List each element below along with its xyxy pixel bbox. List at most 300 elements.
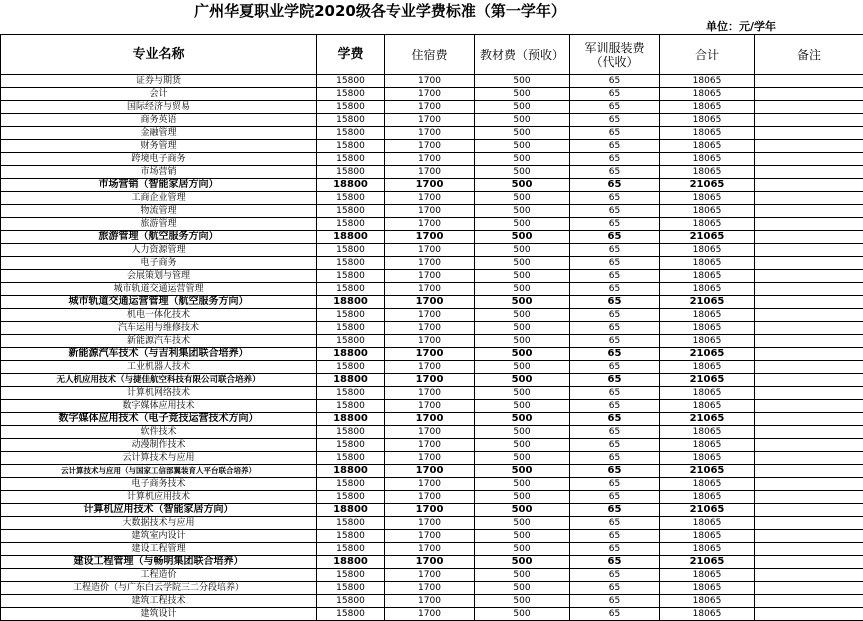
cell-tuition[interactable]: 15800 (317, 595, 385, 608)
cell-major[interactable]: 云计算技术与应用（与国家工信部翼装育人平台联合培养） (1, 465, 317, 478)
cell-dorm[interactable]: 1700 (385, 101, 475, 114)
cell-dorm[interactable]: 1700 (385, 114, 475, 127)
cell-total[interactable]: 18065 (660, 257, 755, 270)
cell-total[interactable]: 18065 (660, 426, 755, 439)
cell-tuition[interactable]: 15800 (317, 244, 385, 257)
cell-tuition[interactable]: 15800 (317, 192, 385, 205)
cell-books[interactable]: 500 (475, 166, 570, 179)
cell-books[interactable]: 500 (475, 140, 570, 153)
header-note[interactable]: 备注 (755, 35, 863, 75)
cell-tuition[interactable]: 18800 (317, 348, 385, 361)
cell-major[interactable]: 计算机网络技术 (1, 387, 317, 400)
cell-total[interactable]: 18065 (660, 400, 755, 413)
cell-tuition[interactable]: 15800 (317, 530, 385, 543)
cell-uniform[interactable]: 65 (570, 426, 660, 439)
cell-total[interactable]: 18065 (660, 127, 755, 140)
cell-books[interactable]: 500 (475, 231, 570, 244)
cell-books[interactable]: 500 (475, 504, 570, 517)
cell-tuition[interactable]: 15800 (317, 569, 385, 582)
cell-dorm[interactable]: 1700 (385, 543, 475, 556)
cell-major[interactable]: 人力资源管理 (1, 244, 317, 257)
cell-dorm[interactable]: 1700 (385, 231, 475, 244)
cell-note[interactable] (755, 374, 863, 387)
cell-tuition[interactable]: 15800 (317, 543, 385, 556)
cell-note[interactable] (755, 387, 863, 400)
cell-tuition[interactable]: 15800 (317, 387, 385, 400)
cell-uniform[interactable]: 65 (570, 322, 660, 335)
cell-major[interactable]: 工商企业管理 (1, 192, 317, 205)
cell-note[interactable] (755, 452, 863, 465)
cell-major[interactable]: 电子商务技术 (1, 478, 317, 491)
cell-tuition[interactable]: 15800 (317, 426, 385, 439)
cell-total[interactable]: 18065 (660, 114, 755, 127)
cell-dorm[interactable]: 1700 (385, 166, 475, 179)
cell-dorm[interactable]: 1700 (385, 140, 475, 153)
cell-uniform[interactable]: 65 (570, 608, 660, 621)
cell-tuition[interactable]: 15800 (317, 582, 385, 595)
cell-major[interactable]: 云计算技术与应用 (1, 452, 317, 465)
cell-major[interactable]: 数字媒体应用技术（电子竞技运营技术方向） (1, 413, 317, 426)
cell-note[interactable] (755, 140, 863, 153)
cell-tuition[interactable]: 15800 (317, 400, 385, 413)
cell-dorm[interactable]: 1700 (385, 582, 475, 595)
cell-major[interactable]: 建设工程管理（与畅明集团联合培养） (1, 556, 317, 569)
cell-books[interactable]: 500 (475, 244, 570, 257)
cell-books[interactable]: 500 (475, 179, 570, 192)
cell-tuition[interactable]: 15800 (317, 361, 385, 374)
cell-uniform[interactable]: 65 (570, 543, 660, 556)
cell-total[interactable]: 18065 (660, 517, 755, 530)
cell-dorm[interactable]: 1700 (385, 530, 475, 543)
cell-dorm[interactable]: 1700 (385, 387, 475, 400)
cell-total[interactable]: 18065 (660, 452, 755, 465)
cell-tuition[interactable]: 15800 (317, 75, 385, 88)
cell-tuition[interactable]: 15800 (317, 218, 385, 231)
cell-dorm[interactable]: 1700 (385, 75, 475, 88)
cell-tuition[interactable]: 18800 (317, 465, 385, 478)
cell-uniform[interactable]: 65 (570, 387, 660, 400)
cell-total[interactable]: 18065 (660, 166, 755, 179)
cell-note[interactable] (755, 218, 863, 231)
cell-uniform[interactable]: 65 (570, 153, 660, 166)
cell-note[interactable] (755, 582, 863, 595)
cell-note[interactable] (755, 296, 863, 309)
cell-dorm[interactable]: 1700 (385, 569, 475, 582)
cell-uniform[interactable]: 65 (570, 517, 660, 530)
cell-books[interactable]: 500 (475, 257, 570, 270)
cell-books[interactable]: 500 (475, 439, 570, 452)
cell-total[interactable]: 21065 (660, 231, 755, 244)
cell-tuition[interactable]: 15800 (317, 478, 385, 491)
cell-major[interactable]: 大数据技术与应用 (1, 517, 317, 530)
cell-total[interactable]: 18065 (660, 192, 755, 205)
cell-major[interactable]: 工程造价 (1, 569, 317, 582)
cell-books[interactable]: 500 (475, 426, 570, 439)
cell-books[interactable]: 500 (475, 114, 570, 127)
cell-dorm[interactable]: 1700 (385, 426, 475, 439)
cell-dorm[interactable]: 1700 (385, 465, 475, 478)
header-tuition[interactable]: 学费 (317, 35, 385, 75)
cell-uniform[interactable]: 65 (570, 465, 660, 478)
cell-uniform[interactable]: 65 (570, 127, 660, 140)
cell-total[interactable]: 18065 (660, 361, 755, 374)
cell-tuition[interactable]: 18800 (317, 296, 385, 309)
cell-books[interactable]: 500 (475, 335, 570, 348)
cell-major[interactable]: 软件技术 (1, 426, 317, 439)
cell-dorm[interactable]: 1700 (385, 556, 475, 569)
cell-tuition[interactable]: 15800 (317, 114, 385, 127)
header-total[interactable]: 合计 (660, 35, 755, 75)
cell-tuition[interactable]: 15800 (317, 491, 385, 504)
cell-uniform[interactable]: 65 (570, 309, 660, 322)
cell-major[interactable]: 旅游管理（航空服务方向） (1, 231, 317, 244)
cell-uniform[interactable]: 65 (570, 270, 660, 283)
cell-note[interactable] (755, 543, 863, 556)
cell-books[interactable]: 500 (475, 322, 570, 335)
cell-note[interactable] (755, 101, 863, 114)
cell-note[interactable] (755, 309, 863, 322)
cell-tuition[interactable]: 15800 (317, 283, 385, 296)
cell-uniform[interactable]: 65 (570, 504, 660, 517)
cell-dorm[interactable]: 1700 (385, 608, 475, 621)
cell-books[interactable]: 500 (475, 413, 570, 426)
cell-uniform[interactable]: 65 (570, 296, 660, 309)
cell-books[interactable]: 500 (475, 153, 570, 166)
cell-total[interactable]: 18065 (660, 88, 755, 101)
cell-dorm[interactable]: 1700 (385, 257, 475, 270)
cell-major[interactable]: 跨境电子商务 (1, 153, 317, 166)
cell-major[interactable]: 汽车运用与维修技术 (1, 322, 317, 335)
cell-major[interactable]: 建筑工程技术 (1, 595, 317, 608)
cell-note[interactable] (755, 400, 863, 413)
cell-books[interactable]: 500 (475, 556, 570, 569)
cell-tuition[interactable]: 15800 (317, 257, 385, 270)
cell-books[interactable]: 500 (475, 127, 570, 140)
cell-uniform[interactable]: 65 (570, 140, 660, 153)
cell-major[interactable]: 新能源汽车技术（与吉利集团联合培养） (1, 348, 317, 361)
cell-total[interactable]: 18065 (660, 205, 755, 218)
cell-tuition[interactable]: 18800 (317, 556, 385, 569)
cell-uniform[interactable]: 65 (570, 75, 660, 88)
cell-uniform[interactable]: 65 (570, 413, 660, 426)
cell-dorm[interactable]: 1700 (385, 348, 475, 361)
cell-uniform[interactable]: 65 (570, 400, 660, 413)
cell-total[interactable]: 18065 (660, 387, 755, 400)
cell-major[interactable]: 旅游管理 (1, 218, 317, 231)
cell-tuition[interactable]: 15800 (317, 309, 385, 322)
cell-uniform[interactable]: 65 (570, 582, 660, 595)
cell-major[interactable]: 数字媒体应用技术 (1, 400, 317, 413)
cell-note[interactable] (755, 127, 863, 140)
cell-note[interactable] (755, 114, 863, 127)
cell-major[interactable]: 财务管理 (1, 140, 317, 153)
cell-books[interactable]: 500 (475, 283, 570, 296)
cell-total[interactable]: 18065 (660, 569, 755, 582)
cell-note[interactable] (755, 335, 863, 348)
cell-dorm[interactable]: 1700 (385, 322, 475, 335)
cell-major[interactable]: 机电一体化技术 (1, 309, 317, 322)
cell-note[interactable] (755, 491, 863, 504)
cell-note[interactable] (755, 153, 863, 166)
cell-uniform[interactable]: 65 (570, 452, 660, 465)
cell-total[interactable]: 18065 (660, 582, 755, 595)
cell-dorm[interactable]: 1700 (385, 491, 475, 504)
cell-major[interactable]: 国际经济与贸易 (1, 101, 317, 114)
cell-major[interactable]: 商务英语 (1, 114, 317, 127)
cell-total[interactable]: 18065 (660, 543, 755, 556)
cell-total[interactable]: 18065 (660, 439, 755, 452)
cell-books[interactable]: 500 (475, 101, 570, 114)
cell-books[interactable]: 500 (475, 218, 570, 231)
cell-uniform[interactable]: 65 (570, 166, 660, 179)
cell-uniform[interactable]: 65 (570, 205, 660, 218)
cell-books[interactable]: 500 (475, 348, 570, 361)
cell-dorm[interactable]: 1700 (385, 205, 475, 218)
cell-dorm[interactable]: 1700 (385, 504, 475, 517)
cell-major[interactable]: 工程造价（与广东白云学院三二分段培养） (1, 582, 317, 595)
cell-total[interactable]: 18065 (660, 75, 755, 88)
cell-dorm[interactable]: 1700 (385, 283, 475, 296)
cell-major[interactable]: 城市轨道交通运营管理 (1, 283, 317, 296)
cell-tuition[interactable]: 15800 (317, 517, 385, 530)
cell-books[interactable]: 500 (475, 543, 570, 556)
cell-major[interactable]: 市场营销（智能家居方向） (1, 179, 317, 192)
cell-tuition[interactable]: 15800 (317, 205, 385, 218)
cell-uniform[interactable]: 65 (570, 179, 660, 192)
cell-note[interactable] (755, 361, 863, 374)
cell-major[interactable]: 会展策划与管理 (1, 270, 317, 283)
cell-major[interactable]: 金融管理 (1, 127, 317, 140)
cell-books[interactable]: 500 (475, 296, 570, 309)
cell-books[interactable]: 500 (475, 582, 570, 595)
cell-note[interactable] (755, 530, 863, 543)
cell-dorm[interactable]: 1700 (385, 595, 475, 608)
cell-books[interactable]: 500 (475, 465, 570, 478)
cell-dorm[interactable]: 1700 (385, 517, 475, 530)
cell-major[interactable]: 建筑室内设计 (1, 530, 317, 543)
cell-major[interactable]: 物流管理 (1, 205, 317, 218)
cell-dorm[interactable]: 1700 (385, 452, 475, 465)
cell-books[interactable]: 500 (475, 192, 570, 205)
cell-major[interactable]: 新能源汽车技术 (1, 335, 317, 348)
cell-tuition[interactable]: 15800 (317, 322, 385, 335)
cell-major[interactable]: 工业机器人技术 (1, 361, 317, 374)
cell-uniform[interactable]: 65 (570, 335, 660, 348)
cell-note[interactable] (755, 439, 863, 452)
cell-major[interactable]: 证券与期货 (1, 75, 317, 88)
cell-tuition[interactable]: 15800 (317, 101, 385, 114)
cell-tuition[interactable]: 18800 (317, 504, 385, 517)
cell-dorm[interactable]: 1700 (385, 400, 475, 413)
cell-note[interactable] (755, 426, 863, 439)
cell-books[interactable]: 500 (475, 374, 570, 387)
cell-dorm[interactable]: 1700 (385, 374, 475, 387)
cell-dorm[interactable]: 1700 (385, 439, 475, 452)
cell-uniform[interactable]: 65 (570, 556, 660, 569)
cell-dorm[interactable]: 1700 (385, 218, 475, 231)
cell-total[interactable]: 21065 (660, 504, 755, 517)
cell-total[interactable]: 18065 (660, 530, 755, 543)
cell-major[interactable]: 会计 (1, 88, 317, 101)
cell-dorm[interactable]: 1700 (385, 361, 475, 374)
cell-dorm[interactable]: 1700 (385, 270, 475, 283)
cell-dorm[interactable]: 1700 (385, 192, 475, 205)
cell-tuition[interactable]: 15800 (317, 153, 385, 166)
cell-dorm[interactable]: 1700 (385, 244, 475, 257)
cell-note[interactable] (755, 608, 863, 621)
cell-tuition[interactable]: 18800 (317, 179, 385, 192)
cell-uniform[interactable]: 65 (570, 218, 660, 231)
cell-books[interactable]: 500 (475, 387, 570, 400)
cell-tuition[interactable]: 18800 (317, 413, 385, 426)
cell-tuition[interactable]: 15800 (317, 270, 385, 283)
cell-total[interactable]: 18065 (660, 491, 755, 504)
cell-total[interactable]: 21065 (660, 296, 755, 309)
cell-uniform[interactable]: 65 (570, 283, 660, 296)
cell-major[interactable]: 计算机应用技术 (1, 491, 317, 504)
cell-uniform[interactable]: 65 (570, 374, 660, 387)
cell-note[interactable] (755, 205, 863, 218)
cell-total[interactable]: 18065 (660, 218, 755, 231)
cell-note[interactable] (755, 75, 863, 88)
cell-uniform[interactable]: 65 (570, 439, 660, 452)
cell-books[interactable]: 500 (475, 309, 570, 322)
cell-dorm[interactable]: 1700 (385, 127, 475, 140)
cell-note[interactable] (755, 283, 863, 296)
cell-uniform[interactable]: 65 (570, 101, 660, 114)
cell-books[interactable]: 500 (475, 400, 570, 413)
cell-total[interactable]: 18065 (660, 322, 755, 335)
cell-books[interactable]: 500 (475, 88, 570, 101)
cell-total[interactable]: 18065 (660, 270, 755, 283)
cell-uniform[interactable]: 65 (570, 595, 660, 608)
cell-note[interactable] (755, 413, 863, 426)
cell-note[interactable] (755, 569, 863, 582)
cell-major[interactable]: 计算机应用技术（智能家居方向） (1, 504, 317, 517)
cell-books[interactable]: 500 (475, 530, 570, 543)
cell-major[interactable]: 无人机应用技术（与捷佳航空科技有限公司联合培养） (1, 374, 317, 387)
cell-books[interactable]: 500 (475, 270, 570, 283)
cell-note[interactable] (755, 192, 863, 205)
cell-total[interactable]: 21065 (660, 179, 755, 192)
cell-books[interactable]: 500 (475, 75, 570, 88)
cell-note[interactable] (755, 270, 863, 283)
cell-major[interactable]: 市场营销 (1, 166, 317, 179)
cell-dorm[interactable]: 1700 (385, 296, 475, 309)
cell-tuition[interactable]: 15800 (317, 140, 385, 153)
header-major[interactable]: 专业名称 (1, 35, 317, 75)
cell-uniform[interactable]: 65 (570, 478, 660, 491)
cell-total[interactable]: 18065 (660, 283, 755, 296)
cell-books[interactable]: 500 (475, 205, 570, 218)
cell-major[interactable]: 建设工程管理 (1, 543, 317, 556)
cell-major[interactable]: 动漫制作技术 (1, 439, 317, 452)
cell-total[interactable]: 18065 (660, 101, 755, 114)
cell-note[interactable] (755, 465, 863, 478)
header-books[interactable]: 教材费（预收） (475, 35, 570, 75)
cell-tuition[interactable]: 15800 (317, 439, 385, 452)
cell-uniform[interactable]: 65 (570, 114, 660, 127)
cell-note[interactable] (755, 595, 863, 608)
cell-books[interactable]: 500 (475, 517, 570, 530)
cell-total[interactable]: 18065 (660, 244, 755, 257)
cell-total[interactable]: 21065 (660, 465, 755, 478)
cell-total[interactable]: 18065 (660, 153, 755, 166)
cell-tuition[interactable]: 18800 (317, 374, 385, 387)
cell-uniform[interactable]: 65 (570, 88, 660, 101)
cell-note[interactable] (755, 257, 863, 270)
cell-note[interactable] (755, 517, 863, 530)
cell-tuition[interactable]: 15800 (317, 166, 385, 179)
cell-uniform[interactable]: 65 (570, 361, 660, 374)
cell-total[interactable]: 21065 (660, 556, 755, 569)
cell-books[interactable]: 500 (475, 491, 570, 504)
cell-dorm[interactable]: 1700 (385, 413, 475, 426)
cell-note[interactable] (755, 504, 863, 517)
cell-major[interactable]: 建筑设计 (1, 608, 317, 621)
cell-major[interactable]: 电子商务 (1, 257, 317, 270)
cell-dorm[interactable]: 1700 (385, 335, 475, 348)
cell-note[interactable] (755, 88, 863, 101)
cell-total[interactable]: 18065 (660, 140, 755, 153)
cell-dorm[interactable]: 1700 (385, 88, 475, 101)
cell-dorm[interactable]: 1700 (385, 309, 475, 322)
cell-total[interactable]: 21065 (660, 413, 755, 426)
cell-tuition[interactable]: 15800 (317, 335, 385, 348)
cell-note[interactable] (755, 179, 863, 192)
cell-tuition[interactable]: 18800 (317, 231, 385, 244)
cell-total[interactable]: 21065 (660, 348, 755, 361)
cell-note[interactable] (755, 322, 863, 335)
cell-note[interactable] (755, 231, 863, 244)
cell-books[interactable]: 500 (475, 478, 570, 491)
cell-books[interactable]: 500 (475, 569, 570, 582)
cell-uniform[interactable]: 65 (570, 244, 660, 257)
cell-uniform[interactable]: 65 (570, 257, 660, 270)
cell-tuition[interactable]: 15800 (317, 608, 385, 621)
cell-tuition[interactable]: 15800 (317, 127, 385, 140)
cell-total[interactable]: 18065 (660, 335, 755, 348)
cell-books[interactable]: 500 (475, 452, 570, 465)
cell-dorm[interactable]: 1700 (385, 478, 475, 491)
cell-books[interactable]: 500 (475, 595, 570, 608)
cell-uniform[interactable]: 65 (570, 231, 660, 244)
cell-total[interactable]: 18065 (660, 478, 755, 491)
cell-total[interactable]: 18065 (660, 608, 755, 621)
cell-uniform[interactable]: 65 (570, 569, 660, 582)
cell-note[interactable] (755, 556, 863, 569)
cell-uniform[interactable]: 65 (570, 530, 660, 543)
cell-uniform[interactable]: 65 (570, 348, 660, 361)
cell-total[interactable]: 18065 (660, 309, 755, 322)
cell-books[interactable]: 500 (475, 361, 570, 374)
header-dorm[interactable]: 住宿费 (385, 35, 475, 75)
cell-note[interactable] (755, 244, 863, 257)
cell-tuition[interactable]: 15800 (317, 452, 385, 465)
cell-major[interactable]: 城市轨道交通运营管理（航空服务方向） (1, 296, 317, 309)
cell-uniform[interactable]: 65 (570, 491, 660, 504)
cell-total[interactable]: 21065 (660, 374, 755, 387)
cell-dorm[interactable]: 1700 (385, 179, 475, 192)
cell-tuition[interactable]: 15800 (317, 88, 385, 101)
cell-dorm[interactable]: 1700 (385, 153, 475, 166)
cell-total[interactable]: 18065 (660, 595, 755, 608)
cell-note[interactable] (755, 348, 863, 361)
cell-books[interactable]: 500 (475, 608, 570, 621)
cell-note[interactable] (755, 166, 863, 179)
cell-note[interactable] (755, 478, 863, 491)
cell-uniform[interactable]: 65 (570, 192, 660, 205)
